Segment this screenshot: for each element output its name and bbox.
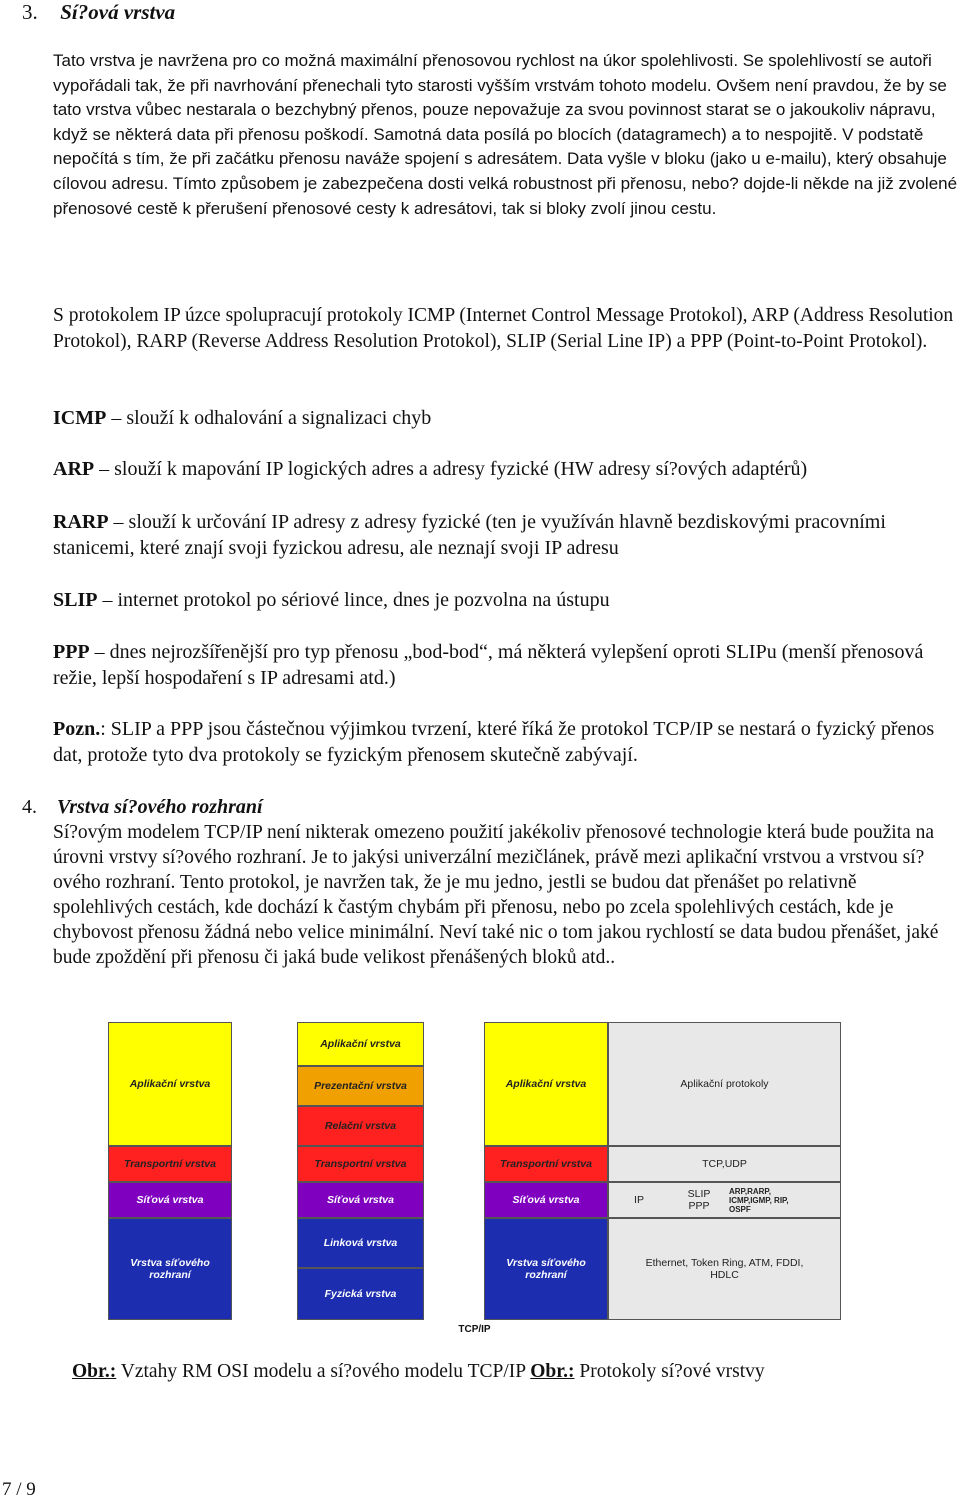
tcpip-network: Síťová vrstva — [484, 1182, 608, 1218]
left-network-layer: Síťová vrstva — [108, 1182, 232, 1218]
diagram-footer-label: TCP/IP — [458, 1324, 491, 1335]
left-app-layer: Aplikační vrstva — [108, 1022, 232, 1146]
caption-label-1: Obr.: — [72, 1361, 117, 1382]
section-4-title: Vrstva sí?ového rozhraní — [57, 796, 263, 818]
definition-icmp — [53, 406, 958, 432]
definition-ppp — [53, 640, 958, 691]
caption-text-1: Vztahy RM OSI modelu a sí?ového modelu TCP/IP — [116, 1361, 531, 1382]
section-4-paragraph: Sí?ovým modelem TCP/IP není nikterak omezeno použití jakékoliv přenosové technologie která bude použita na úrovni vrstvy sí?ového rozhraní. Je to jakýsi univerzální mezičlánek, právě mezi aplikační vrstvou a vrstvou sí?ového rozhraní. Tento protokol, je navržen tak, že je mu jedno, jestli se budou dat přenášet po relativně spolehlivých cestách, kde dochází k častým chybám při přenosu, nebo po zcela spolehlivých cestách, kde je chybovost přenosu žádná nebo velice minimální. Neví také nic o tom jakou rychlostí se data budou přenášet, jaké bude zpoždění při přenosu či jaká bude velikost přenášených bloků atd.. — [53, 822, 939, 968]
caption-label-2: Obr.: — [530, 1361, 575, 1382]
osi-presentation: Prezentační vrstva — [297, 1066, 424, 1106]
caption-text-2: Protokoly sí?ové vrstvy — [574, 1361, 765, 1382]
protocol-slip-ppp — [669, 1188, 729, 1212]
section-4-heading — [22, 795, 263, 819]
section-3-title: Sí?ová vrstva — [60, 0, 176, 24]
left-netif-layer: Vrstva síťového rozhraní — [108, 1218, 232, 1320]
tcpip-netif: Vrstva síťového rozhraní — [484, 1218, 608, 1320]
protocol-arp-list: ARP,RARP, ICMP,IGMP, RIP, OSPF — [729, 1186, 789, 1214]
protocol-ppp: PPP — [688, 1200, 710, 1212]
definition-rarp — [53, 510, 958, 561]
protocols-transport: TCP,UDP — [608, 1146, 841, 1182]
protocol-ip: IP — [634, 1194, 644, 1206]
osi-transport: Transportní vrstva — [297, 1146, 424, 1182]
protocols-application: Aplikační protokoly — [608, 1022, 841, 1146]
term-icmp: ICMP — [53, 407, 107, 429]
section-4-number: 4. — [22, 796, 37, 818]
note-pozn-text: : SLIP a PPP jsou částečnou výjimkou tvrzení, které říká že protokol TCP/IP se nestará o fyzický přenos dat, protože tyto dva protokoly se fyzickým přenosem skutečně zabývají. — [53, 718, 935, 766]
section-3-paragraph-2: S protokolem IP úzce spolupracují protokoly ICMP (Internet Control Message Protokol), ARP (Address Resolution Protokol), RARP (Reverse Address Resolution Protokol), SLIP (Serial Line IP) a PPP (Point-to-Point Protokol). — [53, 305, 954, 352]
figure-caption — [72, 1360, 765, 1384]
term-arp: ARP — [53, 458, 95, 480]
protocol-slip: SLIP — [687, 1188, 711, 1200]
definition-slip-text: – internet protokol po sériové lince, dnes je pozvolna na ústupu — [97, 589, 610, 611]
osi-network: Síťová vrstva — [297, 1182, 424, 1218]
tcpip-transport: Transportní vrstva — [484, 1146, 608, 1182]
term-ppp: PPP — [53, 641, 90, 663]
definition-rarp-text: – slouží k určování IP adresy z adresy fyzické (ten je využíván hlavně bezdiskovými pracovními stanicemi, které znají svoji fyzickou adresu, ale neznají svoji IP adresu — [53, 511, 886, 559]
left-transport-layer: Transportní vrstva — [108, 1146, 232, 1182]
section-3-number: 3. — [22, 0, 38, 24]
osi-datalink: Linková vrstva — [297, 1218, 424, 1268]
note-pozn — [53, 717, 958, 768]
definition-slip — [53, 588, 958, 614]
term-pozn: Pozn. — [53, 718, 101, 740]
definition-arp — [53, 457, 958, 483]
definition-ppp-text: – dnes nejrozšířenější pro typ přenosu „bod-bod“, má některá vylepšení oproti SLIPu (menší přenosová režie, lepší hospodaření s IP adresami atd.) — [53, 641, 924, 689]
section-3-paragraph-1: Tato vrstva je navržena pro co možná maximální přenosovou rychlost na úkor spolehlivosti. Se spolehlivostí se autoři vypořádali tak, že při navrhování přenechali tyto starosti vyšším vrstvám tohoto modelu. Ovšem není pravdou, že by se tato vrstva vůbec nestarala o bezchybný přenos, pouze nepovažuje za svou povinnost starat se o jakoukoliv nápravu, když se některá data při přenosu poškodí. Samotná data posílá po blocích (datagramech) a to nespojitě. V podstatě nepočítá s tím, že při začátku přenosu naváže spojení s adresátem. Data vyšle v bloku (jako u e-mailu), který obsahuje cílovou adresu. Tímto způsobem je zabezpečena dosti velká robustnost při přenosu, nebo? dojde-li někde na již zvolené přenosové cestě k přerušení přenosové cesty k adresátovi, tak si bloky zvolí jinou cestu. — [53, 51, 958, 218]
page-number: 7 / 9 — [2, 1479, 36, 1500]
protocols-netif: Ethernet, Token Ring, ATM, FDDI, HDLC — [608, 1218, 841, 1320]
section-3-heading — [22, 0, 175, 24]
definition-icmp-text: – slouží k odhalování a signalizaci chyb — [106, 407, 432, 429]
tcpip-application: Aplikační vrstva — [484, 1022, 608, 1146]
osi-physical: Fyzická vrstva — [297, 1268, 424, 1320]
definition-arp-text: – slouží k mapování IP logických adres a adresy fyzické (HW adresy sí?ových adaptérů) — [94, 458, 808, 480]
term-rarp: RARP — [53, 511, 109, 533]
osi-session: Relační vrstva — [297, 1106, 424, 1146]
term-slip: SLIP — [53, 589, 98, 611]
osi-application: Aplikační vrstva — [297, 1022, 424, 1066]
protocols-network — [608, 1182, 841, 1218]
osi-tcpip-diagram — [108, 1022, 841, 1340]
